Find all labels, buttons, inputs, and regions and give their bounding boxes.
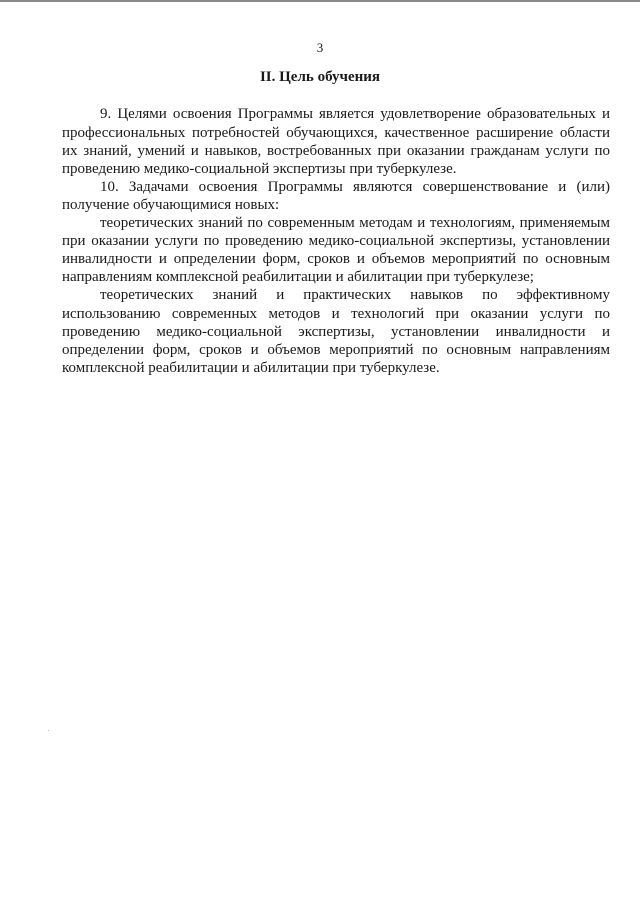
- paragraph-9-line-3: их знаний, умений и навыков, востребованных при оказании гражданам услуги по: [62, 143, 610, 159]
- page-number: 3: [316, 40, 324, 55]
- section-heading: II. Цель обучения: [259, 69, 381, 85]
- item-2-line-5: комплексной реабилитации и абилитации при туберкулезе.: [62, 360, 440, 376]
- item-2-line-1: теоретических знаний и практических навыков по эффективному: [100, 287, 610, 303]
- item-2-line-3: проведению медико-социальной экспертизы, установлении инвалидности и: [62, 324, 610, 340]
- paragraph-9-line-4: проведению медико-социальной экспертизы при туберкулезе.: [62, 161, 457, 177]
- paragraph-9-line-2: профессиональных потребностей обучающихся, качественное расширение области: [62, 125, 610, 141]
- paragraph-10-line-2: получение обучающимися новых:: [62, 197, 280, 213]
- paragraph-10-line-1: 10. Задачами освоения Программы являются совершенствование и (или): [100, 179, 610, 195]
- item-1-line-4: направлениям комплексной реабилитации и абилитации при туберкулезе;: [62, 269, 534, 285]
- item-1-line-2: при оказании услуги по проведению медико-социальной экспертизы, установлении: [62, 233, 610, 249]
- item-1-line-3: инвалидности и определении форм, сроков и объемов мероприятий по основным: [62, 251, 610, 267]
- item-2-line-4: определении форм, сроков и объемов мероприятий по основным направлениям: [62, 342, 610, 358]
- item-1-line-1: теоретических знаний по современным методам и технологиям, применяемым: [100, 215, 610, 231]
- page-top-edge: [0, 0, 640, 2]
- item-2-line-2: использованию современных методов и технологий при оказании услуги по: [62, 306, 610, 322]
- paragraph-9-line-1: 9. Целями освоения Программы является удовлетворение образовательных и: [100, 106, 610, 122]
- scan-speck: [48, 730, 49, 731]
